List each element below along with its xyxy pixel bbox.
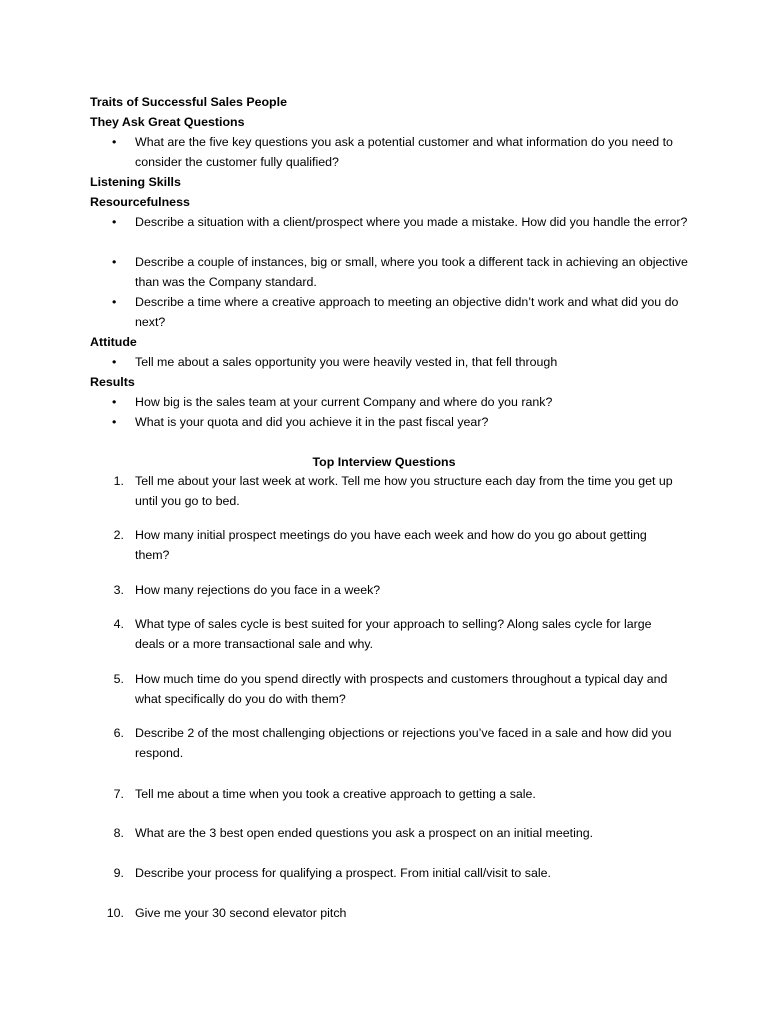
bullet-icon: •	[112, 415, 117, 429]
bullet-icon: •	[112, 215, 117, 229]
list-item-text: Describe a situation with a client/prospect where you made a mistake. How did you handle the error?	[135, 215, 688, 229]
item-text: How much time do you spend directly with prospects and customers throughout a typical day and what specifically do you do with them?	[135, 672, 668, 706]
item-text: Tell me about a time when you took a creative approach to getting a sale.	[135, 787, 536, 801]
section-heading-questions: They Ask Great Questions	[90, 115, 245, 129]
item-number: 8.	[113, 826, 124, 840]
list-item-text: What is your quota and did you achieve it in the past fiscal year?	[135, 415, 489, 429]
item-number: 9.	[113, 866, 124, 880]
item-text: How many rejections do you face in a week?	[135, 583, 381, 597]
section-heading-results: Results	[90, 375, 135, 389]
item-text: What are the 3 best open ended questions you ask a prospect on an initial meeting.	[135, 826, 594, 840]
list-item-text: What are the five key questions you ask a potential customer and what information do you need to consider the customer fully qualified?	[135, 135, 673, 169]
list-item-text: Tell me about a sales opportunity you were heavily vested in, that fell through	[135, 355, 558, 369]
item-number: 6.	[113, 726, 124, 740]
item-number: 1.	[113, 474, 124, 488]
list-item-text: How big is the sales team at your current Company and where do you rank?	[135, 395, 553, 409]
item-number: 7.	[113, 787, 124, 801]
item-text: What type of sales cycle is best suited for your approach to selling? Along sales cycle for large deals or a more transactional sale and why.	[135, 617, 652, 651]
item-text: Tell me about your last week at work. Tell me how you structure each day from the time you get up until you go to bed.	[135, 474, 673, 508]
document-title: Traits of Successful Sales People	[90, 95, 287, 109]
item-number: 5.	[113, 672, 124, 686]
bullet-icon: •	[112, 135, 117, 149]
item-number: 2.	[113, 528, 124, 542]
item-text: How many initial prospect meetings do you have each week and how do you go about getting them?	[135, 528, 647, 562]
bullet-icon: •	[112, 255, 117, 269]
section-heading-resourcefulness: Resourcefulness	[90, 195, 190, 209]
list-item-text: Describe a couple of instances, big or small, where you took a different tack in achieving an objective than was the Company standard.	[135, 255, 688, 289]
item-number: 3.	[113, 583, 124, 597]
bullet-icon: •	[112, 395, 117, 409]
item-number: 10.	[106, 906, 124, 920]
list-item-text: Describe a time where a creative approach to meeting an objective didn’t work and what did you do next?	[135, 295, 679, 329]
bullet-icon: •	[112, 295, 117, 309]
section-heading-listening: Listening Skills	[90, 175, 181, 189]
interview-title: Top Interview Questions	[312, 455, 456, 469]
item-number: 4.	[113, 617, 124, 631]
item-text: Give me your 30 second elevator pitch	[135, 906, 347, 920]
item-text: Describe 2 of the most challenging objections or rejections you’ve faced in a sale and how did you respond.	[135, 726, 672, 760]
bullet-icon: •	[112, 355, 117, 369]
section-heading-attitude: Attitude	[90, 335, 137, 349]
item-text: Describe your process for qualifying a prospect. From initial call/visit to sale.	[135, 866, 551, 880]
